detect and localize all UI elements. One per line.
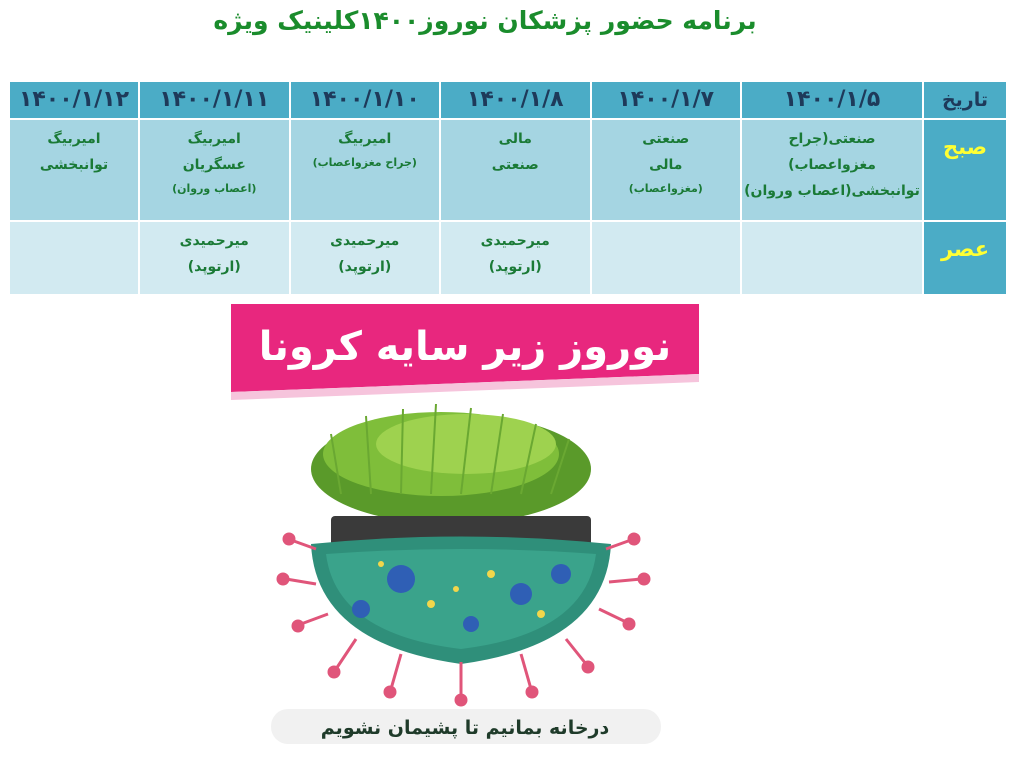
schedule-cell — [291, 222, 440, 294]
schedule-table — [8, 80, 1008, 296]
morning-label: صبح — [924, 120, 1006, 220]
cell-line: صنعتی(جراح مغزواعصاب) — [788, 131, 876, 173]
schedule-cell — [10, 222, 138, 294]
schedule-cell — [140, 222, 289, 294]
table-row-morning — [10, 120, 1006, 220]
cell-line: (ارتوپد) — [187, 259, 241, 275]
header-date: ۱۴۰۰/۱/۱۰ — [291, 82, 440, 118]
schedule-cell — [742, 120, 922, 220]
header-date: ۱۴۰۰/۱/۷ — [592, 82, 741, 118]
cell-line: امیربیگ — [338, 131, 392, 147]
cell-line: توانبخشی — [39, 157, 109, 173]
cell-line: (جراح مغزواعصاب) — [312, 156, 417, 169]
cell-line: امیربیگ — [187, 131, 241, 147]
header-date: ۱۴۰۰/۱/۱۲ — [10, 82, 138, 118]
corona-nowruz-poster — [231, 304, 699, 754]
poster-headline: نوروز زیر سایه کرونا — [258, 324, 672, 370]
schedule-cell — [742, 222, 922, 294]
header-date: ۱۴۰۰/۱/۵ — [742, 82, 922, 118]
cell-line: صنعتی — [491, 157, 539, 173]
cell-line: (ارتوپد) — [338, 259, 392, 275]
schedule-cell — [441, 120, 590, 220]
schedule-cell — [592, 120, 741, 220]
table-header-row — [10, 82, 1006, 118]
cell-line: امیربیگ — [47, 131, 101, 147]
cell-line: مالی — [498, 131, 532, 147]
cell-line: میرحمیدی — [179, 233, 249, 249]
schedule-cell — [441, 222, 590, 294]
cell-line: صنعتی — [642, 131, 690, 147]
cell-line: (اعصاب وروان) — [172, 182, 257, 195]
header-date-label: تاریخ — [924, 82, 1006, 118]
cell-line: (ارتوپد) — [488, 259, 542, 275]
cell-line: (مغزواعصاب) — [628, 182, 703, 195]
cell-line: مالی — [649, 157, 683, 173]
cell-line: توانبخشی(اعصاب وروان) — [744, 183, 920, 199]
schedule-cell — [140, 120, 289, 220]
schedule-cell — [592, 222, 741, 294]
table-row-afternoon — [10, 222, 1006, 294]
schedule-cell — [291, 120, 440, 220]
page-title: برنامه حضور پزشکان نوروز۱۴۰۰کلینیک ویژه — [213, 6, 757, 35]
header-date: ۱۴۰۰/۱/۱۱ — [140, 82, 289, 118]
header-date: ۱۴۰۰/۱/۸ — [441, 82, 590, 118]
afternoon-label: عصر — [924, 222, 1006, 294]
cell-line: میرحمیدی — [480, 233, 550, 249]
cell-line: عسگریان — [182, 157, 246, 173]
poster-footer: درخانه بمانیم تا پشیمان نشویم — [320, 717, 610, 739]
schedule-cell — [10, 120, 138, 220]
cell-line: میرحمیدی — [330, 233, 400, 249]
